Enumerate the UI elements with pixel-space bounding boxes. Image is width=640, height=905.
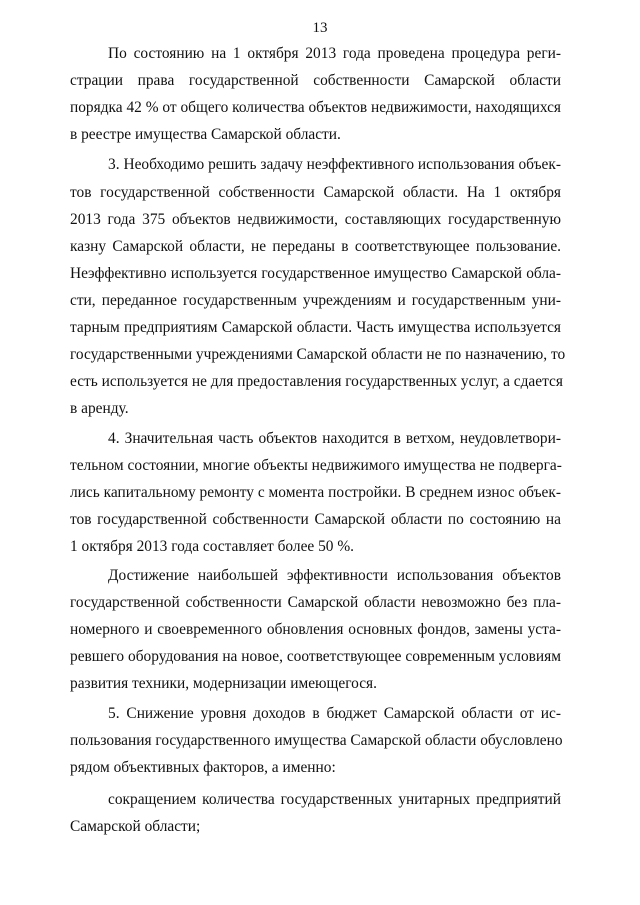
text-line: есть используется не для предоставления государственных услуг, а сдается: [70, 373, 563, 390]
text-line: рядом объективных факторов, а именно:: [70, 759, 336, 776]
text-line: в аренду.: [70, 400, 129, 417]
text-line: ревшего оборудования на новое, соответствующее современным условиям: [70, 648, 561, 665]
text-line: сокращением количества государственных унитарных предприятий: [108, 791, 561, 808]
text-line: развития техники, модернизации имеющегося.: [70, 675, 377, 692]
text-line: По состоянию на 1 октября 2013 года проведена процедура реги-: [108, 45, 561, 62]
text-line: 3. Необходимо решить задачу неэффективного использования объек-: [108, 156, 561, 173]
text-line: казну Самарской области, не переданы в соответствующее пользование.: [70, 238, 561, 255]
text-line: 4. Значительная часть объектов находится в ветхом, неудовлетвори-: [108, 430, 561, 447]
text-line: тов государственной собственности Самарской области. На 1 октября: [70, 184, 561, 201]
text-line: тов государственной собственности Самарской области по состоянию на: [70, 511, 561, 528]
text-line: 5. Снижение уровня доходов в бюджет Самарской области от ис-: [108, 705, 561, 722]
text-line: номерного и своевременного обновления основных фондов, замены уста-: [70, 621, 561, 638]
text-line: государственной собственности Самарской области невозможно без пла-: [70, 594, 561, 611]
text-line: 1 октября 2013 года составляет более 50 %.: [70, 538, 355, 555]
text-line: Неэффективно используется государственное имущество Самарской обла-: [70, 265, 561, 282]
text-line: 2013 года 375 объектов недвижимости, составляющих государственную: [70, 211, 561, 228]
text-line: сти, переданное государственным учреждениям и государственным уни-: [70, 292, 561, 309]
text-line: страции права государственной собственности Самарской области: [70, 72, 561, 89]
text-line: порядка 42 % от общего количества объектов недвижимости, находящихся: [70, 99, 561, 116]
text-line: тельном состоянии, многие объекты недвижимого имущества не подверга-: [70, 457, 562, 474]
text-line: в реестре имущества Самарской области.: [70, 126, 341, 143]
page-number: 13: [312, 20, 328, 36]
text-line: Самарской области;: [70, 818, 201, 835]
text-line: пользования государственного имущества Самарской области обусловлено: [70, 732, 563, 749]
text-line: Достижение наибольшей эффективности использования объектов: [108, 567, 561, 584]
text-line: государственными учреждениями Самарской области не по назначению, то: [70, 346, 566, 363]
text-line: лись капитальному ремонту с момента постройки. В среднем износ объек-: [70, 484, 561, 501]
text-line: тарным предприятиям Самарской области. Часть имущества используется: [70, 319, 561, 336]
